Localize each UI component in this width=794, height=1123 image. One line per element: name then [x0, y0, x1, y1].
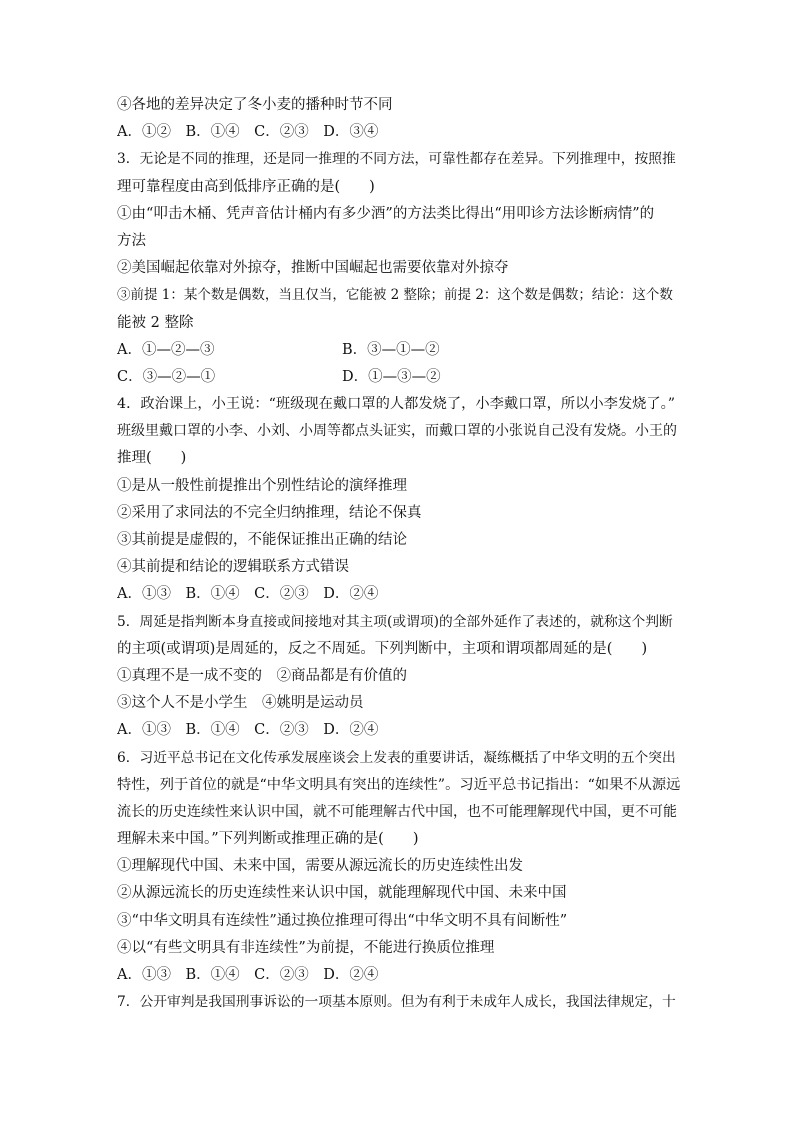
option-a: A．①—②—③: [117, 341, 215, 358]
text-line: 理可靠程度由高到低排序正确的是( ): [117, 178, 375, 195]
text-line: ③“中华文明具有连续性”通过换位推理可得出“中华文明不具有间断性”: [117, 912, 568, 929]
question-5-stem: 5．周延是指判断本身直接或间接地对其主项(或谓项)的全部外延作了表述的，就称这个判断: [117, 613, 673, 630]
text-line: ③这个人不是小学生 ④姚明是运动员: [117, 695, 364, 712]
text-line: ①理解现代中国、未来中国，需要从源远流长的历史连续性出发: [117, 858, 523, 875]
text-line: 能被 2 整除: [117, 314, 194, 331]
text-line: ④其前提和结论的逻辑联系方式错误: [117, 559, 349, 576]
text-line: ②美国崛起依靠对外掠夺，推断中国崛起也需要依靠对外掠夺: [117, 260, 509, 277]
text-line: ①由“叩击木桶、凭声音估计桶内有多少酒”的方法类比得出“用叩诊方法诊断病情”的: [117, 205, 655, 222]
text-line: 理解未来中国。”下列判断或推理正确的是( ): [117, 831, 419, 848]
text-line: ②从源远流长的历史连续性来认识中国，就能理解现代中国、未来中国: [117, 885, 567, 902]
text-line: 班级里戴口罩的小李、小刘、小周等都点头证实，而戴口罩的小张说自己没有发烧。小王的: [117, 423, 677, 440]
answer-options: A．①② B．①④ C．②③ D．③④: [117, 124, 379, 141]
document-page: [117, 92, 681, 1016]
text-line: ①是从一般性前提推出个别性结论的演绎推理: [117, 477, 407, 494]
question-6-stem: 6．习近平总书记在文化传承发展座谈会上发表的重要讲话，凝练概括了中华文明的五个突出: [117, 749, 676, 766]
text-line: 推理( ): [117, 450, 187, 467]
question-7-stem: 7．公开审判是我国刑事诉讼的一项基本原则。但为有利于未成年人成长，我国法律规定，十: [117, 994, 676, 1011]
answer-options: A．①③ B．①④ C．②③ D．②④: [117, 722, 379, 739]
text-line: 特性，列于首位的就是“中华文明具有突出的连续性”。习近平总书记指出：“如果不从源远: [117, 776, 681, 793]
text-line: ③其前提是虚假的，不能保证推出正确的结论: [117, 532, 407, 548]
option-b: B．③—①—②: [342, 341, 440, 358]
answer-options-row: [117, 337, 681, 364]
text-line: 的主项(或谓项)是周延的，反之不周延。下列判断中，主项和谓项都周延的是( ): [117, 640, 648, 657]
answer-options: A．①③ B．①④ C．②③ D．②④: [117, 586, 379, 603]
text-line: ①真理不是一成不变的 ②商品都是有价值的: [117, 667, 407, 684]
text-line: ③前提 1：某个数是偶数，当且仅当，它能被 2 整除；前提 2：这个数是偶数；结论：这个数: [117, 287, 673, 304]
question-4-stem: 4．政治课上，小王说：“班级现在戴口罩的人都发烧了，小李戴口罩，所以小李发烧了。”: [117, 396, 676, 413]
answer-options-row: [117, 364, 681, 391]
text-line: ④以“有些文明具有非连续性”为前提，不能进行换质位推理: [117, 939, 495, 956]
option-c: C．③—②—①: [117, 368, 216, 385]
option-d: D．①—③—②: [342, 368, 441, 385]
answer-options: A．①③ B．①④ C．②③ D．②④: [117, 967, 379, 983]
text-line: 流长的历史连续性来认识中国，就不可能理解古代中国，也不可能理解现代中国，更不可能: [117, 803, 677, 820]
question-3-stem: 3．无论是不同的推理，还是同一推理的不同方法，可靠性都存在差异。下列推理中，按照推: [117, 151, 676, 168]
text-line: 方法: [117, 232, 146, 249]
text-line: ④各地的差异决定了冬小麦的播种时节不同: [117, 97, 393, 113]
text-line: ②采用了求同法的不完全归纳推理，结论不保真: [117, 504, 422, 521]
